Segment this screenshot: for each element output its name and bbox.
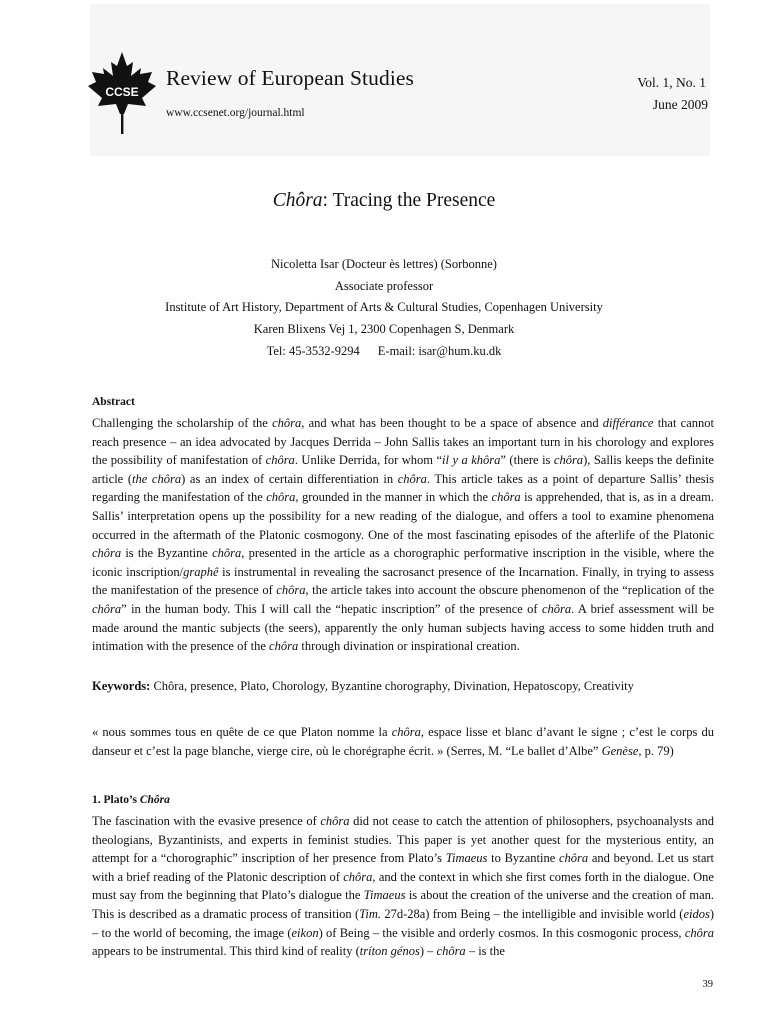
text-run: is instrumental in revealing the sacrosanct presence of the Incarnation. Finally, in trying to assess the manifestation of the presence of <box>92 564 714 598</box>
text-run: and beyond. Let us start with a brief reading of the Platonic description of <box>92 851 715 884</box>
text-run: that cannot reach presence – an idea advocated by Jacques Derrida – John Sallis takes an important turn in his chorology and explores the possibility of manifestation of <box>92 416 714 468</box>
author-email: E-mail: isar@hum.ku.dk <box>377 343 502 358</box>
italic-text-run: chôra <box>92 601 122 616</box>
text-run: 27d-28a) from Being – the intelligible and invisible world ( <box>381 906 684 921</box>
author-contact <box>0 341 768 363</box>
abstract-text <box>92 414 714 656</box>
section-heading-prefix: 1. Plato’s <box>92 794 140 806</box>
text-run: – is the <box>465 944 505 959</box>
journal-url: www.ccsenet.org/journal.html <box>166 107 305 119</box>
italic-text-run: chôra <box>397 471 427 486</box>
text-run: ) – <box>419 944 437 959</box>
section-heading <box>92 791 714 810</box>
text-run: , and the context in which she first comes forth in the dialogue. One must say from the beginning that Plato’s dialogue the <box>92 869 714 903</box>
italic-text-run: il y a khôra <box>442 453 501 468</box>
italic-text-run: chôra <box>541 601 572 616</box>
text-run: . This article takes as a point of departure Sallis’ thesis regarding the manifestation of the <box>92 471 714 505</box>
author-position: Associate professor <box>334 278 434 293</box>
keywords-text: Chôra, presence, Plato, Chorology, Byzantine chorography, Divination, Hepatoscopy, Creativity <box>150 679 634 693</box>
italic-text-run: chôra <box>266 490 296 505</box>
keywords-label: Keywords: <box>92 679 151 693</box>
italic-text-run: chôra <box>436 944 466 959</box>
text-run: , the article takes into account the obscure phenomenon of the “replication of the <box>305 583 714 598</box>
epigraph-quote <box>92 723 714 760</box>
italic-text-run: chôra <box>391 725 421 739</box>
author-block <box>0 254 768 362</box>
text-run: . A brief assessment will be made around the mantic subjects (the seers), apparently the only human subjects having access to some hidden truth and intimation with the presence of the <box>92 601 714 654</box>
text-run: The fascination with the evasive presence of <box>92 814 321 828</box>
italic-text-run: chôra <box>276 583 306 598</box>
text-run: is about the creation of the universe and the creation of man. This is described as a dramatic process of transition ( <box>92 888 714 921</box>
text-run: to Byzantine <box>487 851 559 866</box>
italic-text-run: chôra <box>553 453 584 468</box>
page-number: 39 <box>702 979 713 990</box>
italic-text-run: chôra <box>265 453 295 468</box>
italic-text-run: Timaeus <box>445 851 488 866</box>
section-heading-italic: Chôra <box>139 794 170 806</box>
text-run: , p. 79) <box>638 743 674 758</box>
author-address: Karen Blixens Vej 1, 2300 Copenhagen S, Denmark <box>253 322 515 337</box>
text-run: ” (there is <box>500 453 554 468</box>
text-run: . Unlike Derrida, for whom “ <box>294 453 443 468</box>
text-run: appears to be instrumental. This third kind of reality ( <box>92 944 360 959</box>
italic-text-run: chôra <box>92 546 122 561</box>
text-run: « nous sommes tous en quête de ce que Platon nomme la <box>92 725 392 739</box>
text-run: , espace lisse et blanc d’avant le signe ; c’est le corps du danseur et c’est la page blanche, vierge cire, où le chorégraphe écrit. » (Serres, M. “Le ballet d’Albe” <box>92 725 714 758</box>
abstract-heading: Abstract <box>92 396 135 408</box>
issue-date: June 2009 <box>652 97 708 112</box>
volume-number: Vol. 1, No. 1 <box>637 75 706 90</box>
italic-text-run: chôra <box>272 416 302 430</box>
article-title <box>0 190 768 212</box>
italic-text-run: chôra <box>558 851 589 866</box>
text-run: , presented in the article as a chorographic performative inscription in the visible, where the iconic inscription/ <box>92 546 714 579</box>
article-title-rest: : Tracing the Presence <box>322 190 496 211</box>
journal-title: Review of European Studies <box>166 66 415 90</box>
italic-text-run: chôra <box>269 639 299 654</box>
text-run: ) as an index of certain differentiation in <box>181 471 398 486</box>
author-name: Nicoletta Isar (Docteur ès lettres) (Sorbonne) <box>271 257 497 271</box>
italic-text-run: chôra <box>320 814 350 828</box>
keywords-line <box>92 677 714 696</box>
italic-text-run: chôra <box>212 546 242 561</box>
italic-text-run: eidos <box>683 906 710 921</box>
italic-text-run: graphê <box>183 564 219 579</box>
author-tel: Tel: 45-3532-9294 <box>266 343 360 358</box>
italic-text-run: Timaeus <box>363 888 406 903</box>
italic-text-run: chôra <box>684 925 714 940</box>
text-run: ) – to the world of becoming, the image ( <box>92 906 714 940</box>
text-run: through divination or inspirational creation. <box>298 639 520 654</box>
italic-text-run: the chôra <box>132 471 182 486</box>
italic-text-run: Tim. <box>359 906 382 921</box>
logo-text: CCSE <box>105 85 139 99</box>
italic-text-run: tríton génos <box>359 944 420 959</box>
italic-text-run: chôra <box>343 869 373 884</box>
text-run: is apprehended, that is, as in a dream. Sallis’ interpretation opens up the possibility for a new reading of the dialogue, and offers a tool to examine phenomena occurred in the aftermath of the Platonic cosmogony. One of the most fascinating episodes of the afterlife of the Platonic <box>92 490 714 542</box>
text-run: , grounded in the manner in which the <box>295 490 492 505</box>
section-body-text <box>92 812 714 961</box>
article-title-italic: Chôra <box>272 190 323 211</box>
text-run: is the Byzantine <box>121 546 213 561</box>
italic-text-run: chôra <box>491 490 521 505</box>
text-run: ” in the human body. This I will call the “hepatic inscription” of the presence of <box>121 601 542 616</box>
text-run: Challenging the scholarship of the <box>92 416 273 430</box>
text-run: , and what has been thought to be a space of absence and <box>301 416 603 430</box>
ccse-maple-leaf-logo <box>86 52 158 134</box>
italic-text-run: Genèse <box>601 743 639 758</box>
italic-text-run: différance <box>602 416 654 430</box>
text-run: ), Sallis keeps the definite article ( <box>92 453 714 486</box>
italic-text-run: eikon <box>291 925 319 940</box>
text-run: ) of Being – the visible and orderly cosmos. In this cosmogonic process, <box>318 925 685 940</box>
text-run: did not cease to catch the attention of philosophers, psychoanalysts and theologians, Byzantinists, and experts in feminist studies. This paper is yet another quest for the mysterious entity, an attempt for a “chorographic” inscription of her presence from Plato’s <box>92 814 714 866</box>
author-institution: Institute of Art History, Department of Arts & Cultural Studies, Copenhagen University <box>165 300 603 315</box>
